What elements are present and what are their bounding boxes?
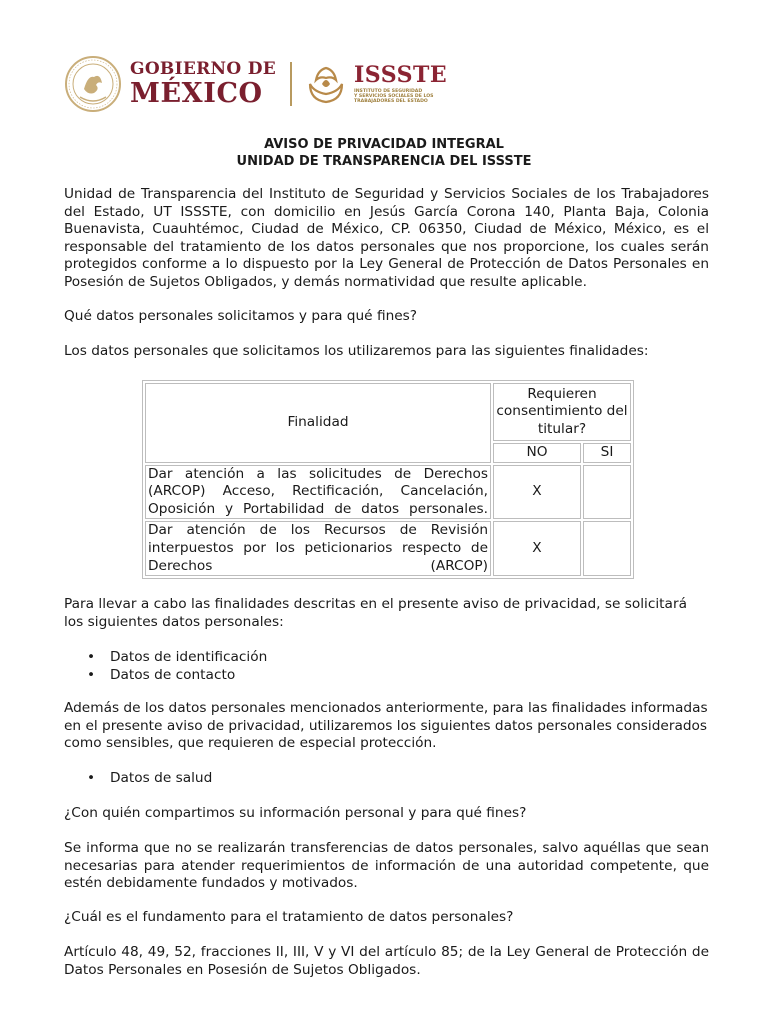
issste-subtitle-line: Y SERVICIOS SOCIALES DE LOS <box>354 93 434 99</box>
doc-subtitle: UNIDAD DE TRANSPARENCIA DEL ISSSTE <box>236 154 532 169</box>
list-item: • Datos de salud <box>110 770 212 788</box>
gobierno-line2: MÉXICO <box>130 78 263 109</box>
question-fundamento: ¿Cuál es el fundamento para el tratamiento de datos personales? <box>64 909 514 925</box>
issste-wordmark <box>354 61 448 105</box>
transfers-paragraph: Se informa que no se realizarán transferencias de datos personales, salvo aquéllas que sean necesarias para atender requerimientos de información de una autoridad competente, que estén debidamente fundados y motivados. <box>64 840 709 892</box>
issste-subtitle-line: TRABAJADORES DEL ESTADO <box>354 99 428 105</box>
purposes-table <box>142 380 634 579</box>
finalidad-cell: Dar atención de los Recursos de Revisión interpuestos por los peticionarios respecto de Derechos (ARCOP) <box>145 521 491 576</box>
gobierno-line1: GOBIERNO DE <box>130 59 276 79</box>
si-cell <box>583 465 631 520</box>
purposes-intro: Los datos personales que solicitamos los utilizaremos para las siguientes finalidades: <box>64 343 649 359</box>
issste-subtitle-line: INSTITUTO DE SEGURIDAD <box>354 88 423 94</box>
sensitive-list <box>64 770 212 788</box>
issste-subtitle <box>354 89 447 105</box>
si-cell <box>583 521 631 576</box>
issste-hands-icon <box>304 62 348 106</box>
national-seal-icon <box>64 55 122 113</box>
header-si: SI <box>583 443 631 463</box>
intro-paragraph: Unidad de Transparencia del Instituto de Seguridad y Servicios Sociales de los Trabajadores del Estado, UT ISSSTE, con domicilio en Jesús García Corona 140, Planta Baja, Colonia Buenavista, Cuauhtémoc, Ciudad de México, CP. 06350, Ciudad de México, México, es el responsable del tratamiento de los datos personales que nos proporcione, los cuales serán protegidos conforme a lo dispuesto por la Ley General de Protección de Datos Personales en Posesión de Sujetos Obligados, y demás normatividad que resulte aplicable. <box>64 186 709 290</box>
list-item: • Datos de contacto <box>110 667 267 685</box>
header-consent: Requieren consentimiento del titular? <box>493 383 631 441</box>
header-no: NO <box>493 443 581 463</box>
no-cell: X <box>493 465 581 520</box>
table-header-row <box>145 383 631 441</box>
header-finalidad: Finalidad <box>145 383 491 463</box>
list-item: • Datos de identificación <box>110 649 267 667</box>
finalidad-cell: Dar atención a las solicitudes de Derechos (ARCOP) Acceso, Rectificación, Cancelación, Oposición y Portabilidad de datos personales. <box>145 465 491 520</box>
issste-name: ISSSTE <box>354 61 448 88</box>
doc-title: AVISO DE PRIVACIDAD INTEGRAL <box>264 137 504 152</box>
no-cell: X <box>493 521 581 576</box>
header-logos <box>64 52 447 116</box>
basis-paragraph: Artículo 48, 49, 52, fracciones II, III, V y VI del artículo 85; de la Ley General de Protección de Datos Personales en Posesión de Sujetos Obligados. <box>64 944 709 978</box>
question-compartimos: ¿Con quién compartimos su información personal y para qué fines? <box>64 805 527 821</box>
sensitive-intro: Además de los datos personales mencionados anteriormente, para las finalidades informadas en el presente aviso de privacidad, utilizaremos los siguientes datos personales considerados como sensibles, que requieren de especial protección. <box>64 700 708 752</box>
table-row <box>145 521 631 576</box>
table-row <box>145 465 631 520</box>
data-list <box>64 649 267 684</box>
logo-divider <box>290 62 292 106</box>
question-datos: Qué datos personales solicitamos y para qué fines? <box>64 308 418 324</box>
data-intro: Para llevar a cabo las finalidades descritas en el presente aviso de privacidad, se solicitará los siguientes datos personales: <box>64 596 687 630</box>
gobierno-de-mexico-wordmark <box>130 61 276 107</box>
